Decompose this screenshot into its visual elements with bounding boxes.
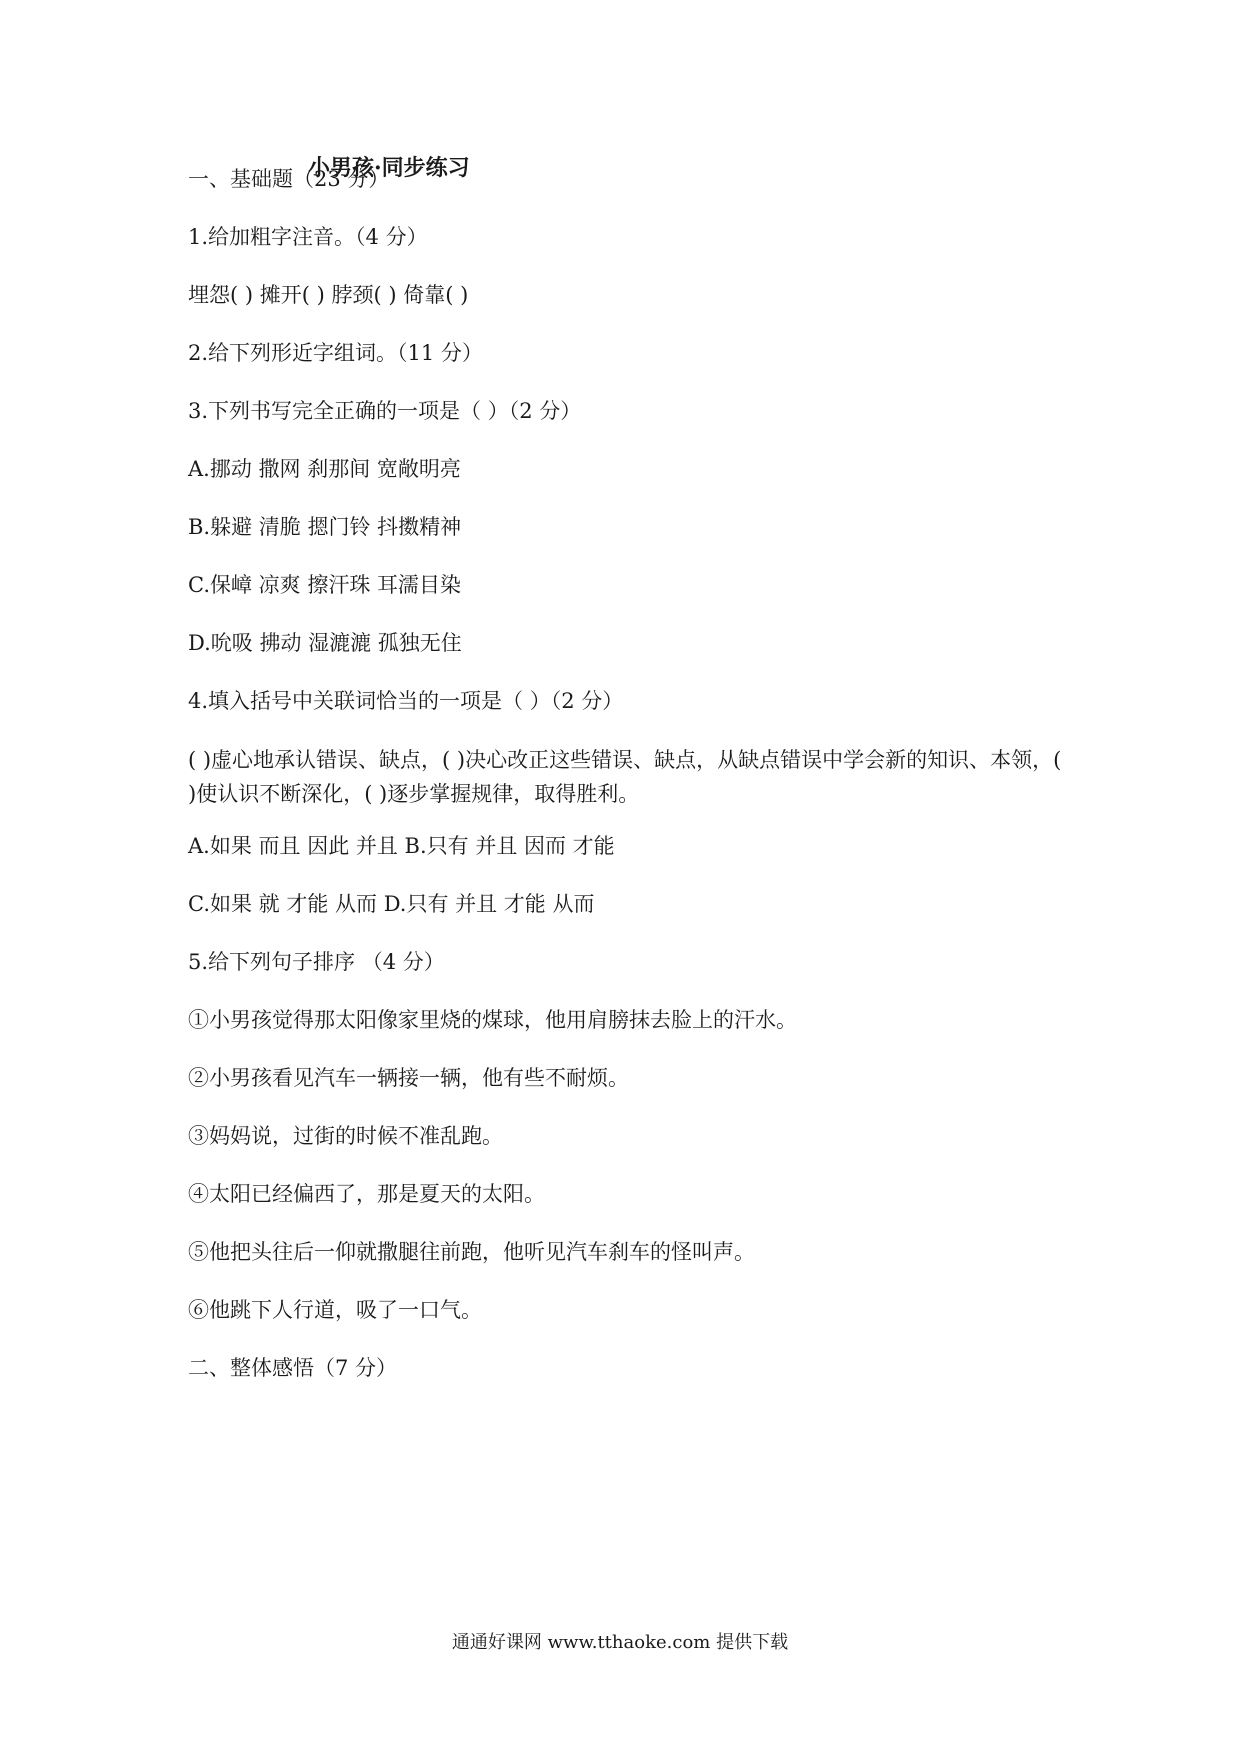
question-2: 2.给下列形近字组词。（11 分） [188,341,483,365]
question-3-option-a: A.挪动 撒网 刹那间 宽敞明亮 [188,457,461,481]
section1-heading: 一、基础题（23 分） [188,167,390,191]
question-5-sentence-5: ⑤他把头往后一仰就撒腿往前跑，他听见汽车刹车的怪叫声。 [188,1240,755,1264]
question-3-option-b: B.躲避 清脆 摁门铃 抖擞精神 [188,515,462,539]
question-5-sentence-1: ①小男孩觉得那太阳像家里烧的煤球，他用肩膀抹去脸上的汗水。 [188,1008,797,1032]
question-4-options-ab: A.如果 而且 因此 并且 B.只有 并且 因而 才能 [188,834,615,858]
question-5-sentence-3: ③妈妈说，过街的时候不准乱跑。 [188,1124,503,1148]
document-title: 小男孩·同步练习 [308,155,470,181]
section2-heading: 二、整体感悟（7 分） [188,1356,398,1380]
question-5-sentence-4: ④太阳已经偏西了，那是夏天的太阳。 [188,1182,545,1206]
question-3: 3.下列书写完全正确的一项是（ ）（2 分） [188,399,582,423]
question-4: 4.填入括号中关联词恰当的一项是（ ）（2 分） [188,689,624,713]
question-4-text: ( )虚心地承认错误、缺点，( )决心改正这些错误、缺点，从缺点错误中学会新的知识、本领，( )使认识不断深化，( )逐步掌握规律，取得胜利。 [188,748,1062,806]
question-5: 5.给下列句子排序 （4 分） [188,950,445,974]
question-1: 1.给加粗字注音。（4 分） [188,225,428,249]
page-footer: 通通好课网 www.tthaoke.com 提供下载 [451,1632,789,1653]
question-5-sentence-2: ②小男孩看见汽车一辆接一辆，他有些不耐烦。 [188,1066,629,1090]
question-3-option-d: D.吮吸 拂动 湿漉漉 孤独无住 [188,631,462,655]
question-5-sentence-6: ⑥他跳下人行道，吸了一口气。 [188,1298,482,1322]
question-1-items: 埋怨( ) 摊开( ) 脖颈( ) 倚靠( ) [188,283,469,307]
question-3-option-c: C.保嶂 凉爽 擦汗珠 耳濡目染 [188,573,462,597]
question-4-options-cd: C.如果 就 才能 从而 D.只有 并且 才能 从而 [188,892,595,916]
